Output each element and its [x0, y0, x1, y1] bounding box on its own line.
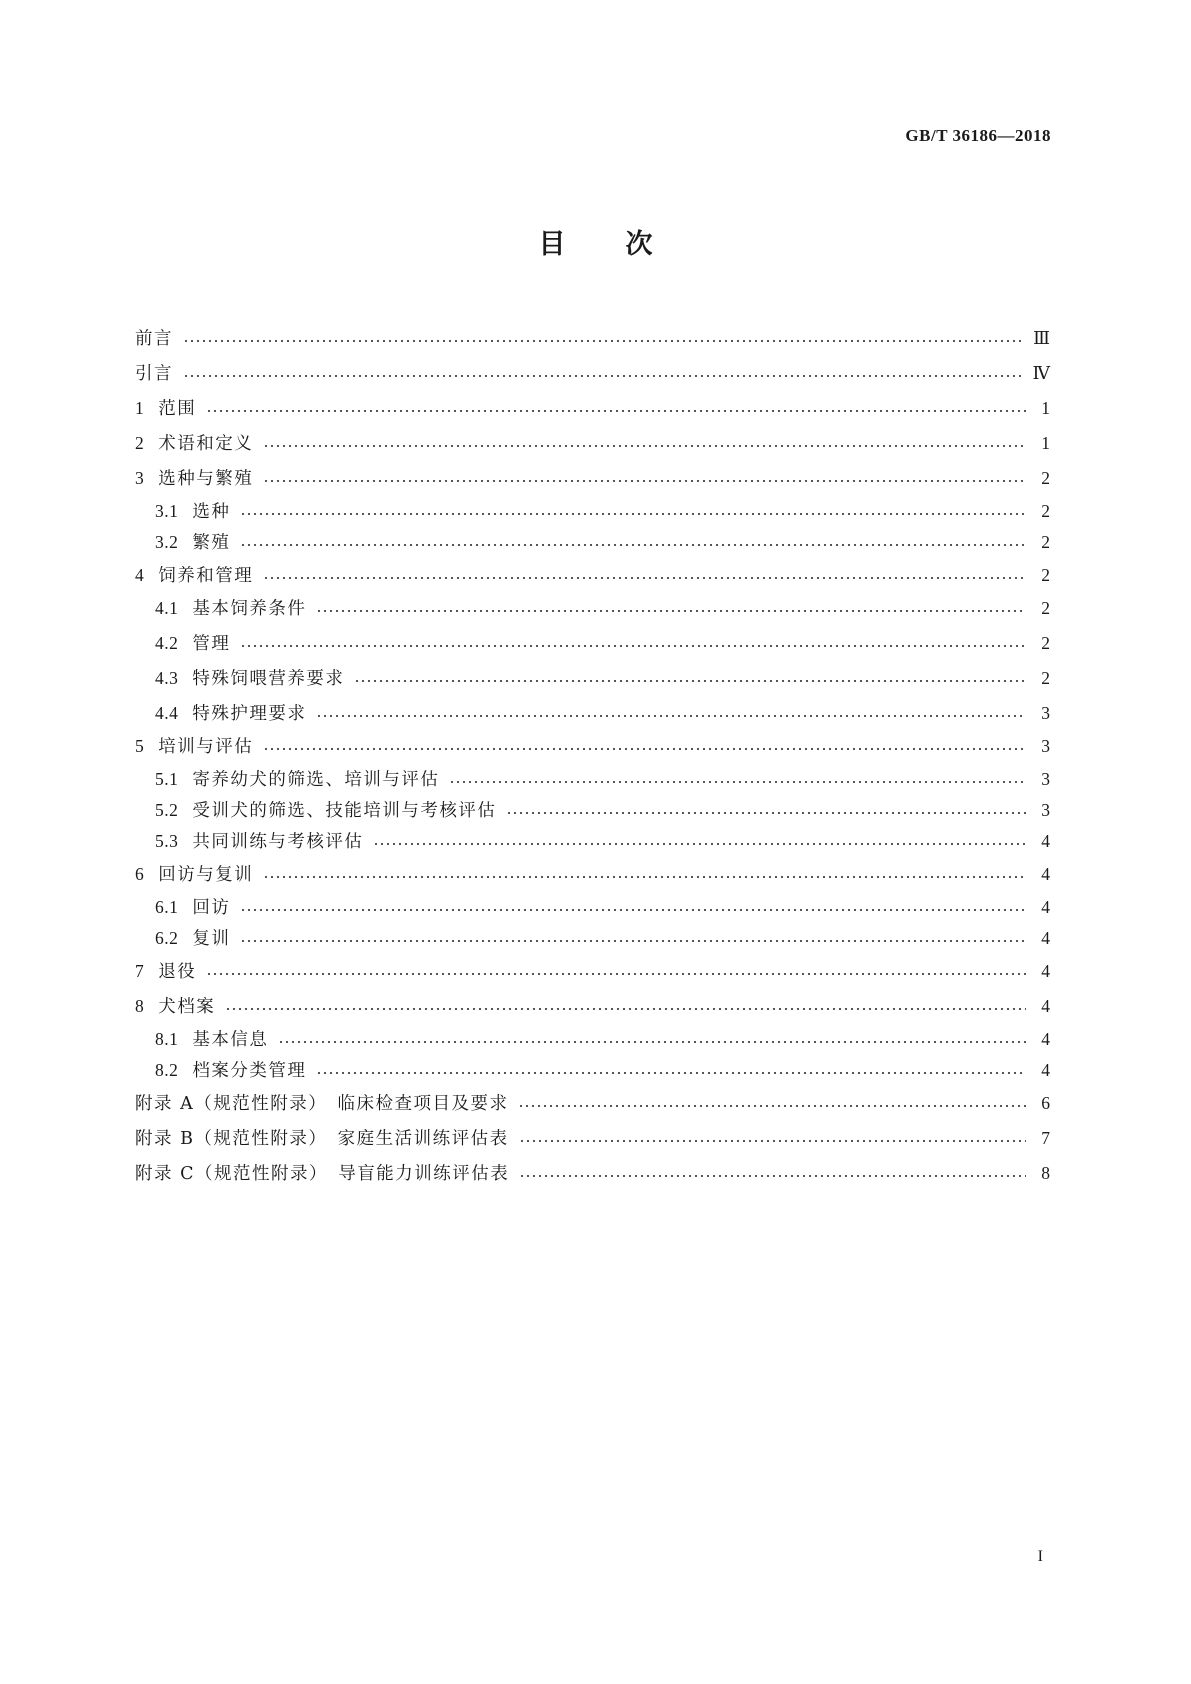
toc-entry-label: [135, 830, 373, 853]
page-title-part1: 目: [538, 229, 566, 260]
toc-page-number: 3: [1041, 703, 1050, 723]
toc-dot-leader: [263, 876, 1026, 878]
toc-dot-leader: [225, 1008, 1026, 1010]
toc-dot-leader: [240, 909, 1026, 911]
toc-section-number: 1: [135, 398, 145, 418]
toc-page-number: 2: [1041, 532, 1050, 552]
toc-entry[interactable]: [135, 958, 1050, 985]
toc-section-number: 3.2: [155, 532, 179, 552]
toc-section-number: 4.3: [155, 668, 179, 688]
toc-section-number: 7: [135, 961, 145, 981]
toc-page-number: Ⅲ: [1033, 328, 1050, 348]
toc-page-number: 2: [1041, 565, 1050, 585]
toc-entry-label: [135, 993, 225, 1020]
toc-page-number: 4: [1041, 864, 1050, 884]
table-of-contents: [135, 325, 1050, 1187]
toc-entry-label: [135, 1126, 519, 1152]
toc-dot-leader: [518, 1105, 1026, 1107]
toc-section-title: 退役: [158, 962, 197, 982]
toc-page-number: 4: [1041, 831, 1050, 851]
toc-section-number: 8.1: [155, 1029, 179, 1049]
toc-section-number: 5: [135, 736, 145, 756]
toc-section-title: 培训与评估: [158, 737, 254, 757]
toc-entry[interactable]: [135, 861, 1050, 888]
toc-page-number: 8: [1041, 1163, 1050, 1183]
toc-section-title: 繁殖: [192, 533, 231, 553]
toc-page-number: 4: [1041, 928, 1050, 948]
toc-page-number: 2: [1041, 668, 1050, 688]
toc-section-title: 管理: [192, 634, 231, 654]
toc-section-number: 4.2: [155, 633, 179, 653]
toc-page-number: 2: [1041, 501, 1050, 521]
toc-dot-leader: [373, 843, 1026, 845]
toc-entry[interactable]: [135, 830, 1050, 853]
toc-entry[interactable]: [135, 667, 1050, 690]
toc-section-title: 基本信息: [192, 1030, 269, 1050]
toc-dot-leader: [354, 680, 1026, 682]
toc-entry-label: [135, 667, 354, 690]
toc-section-title: 回访与复训: [158, 865, 254, 885]
toc-section-number: 4.1: [155, 598, 179, 618]
toc-dot-leader: [263, 480, 1026, 482]
toc-entry[interactable]: [135, 360, 1050, 387]
toc-section-number: 3.1: [155, 501, 179, 521]
toc-entry[interactable]: [135, 1028, 1050, 1051]
toc-dot-leader: [263, 748, 1026, 750]
page-number: I: [1037, 1548, 1043, 1565]
toc-dot-leader: [240, 513, 1026, 515]
toc-entry[interactable]: [135, 1160, 1050, 1187]
toc-page-number: 2: [1041, 468, 1050, 488]
toc-section-title: 附录 A（规范性附录） 临床检查项目及要求: [135, 1094, 509, 1114]
toc-entry-label: [135, 861, 263, 888]
toc-section-title: 受训犬的筛选、技能培训与考核评估: [192, 801, 497, 821]
toc-section-title: 共同训练与考核评估: [192, 832, 364, 852]
toc-page-number: 3: [1041, 800, 1050, 820]
toc-entry[interactable]: [135, 702, 1050, 725]
toc-entry[interactable]: [135, 1125, 1050, 1152]
toc-dot-leader: [240, 645, 1026, 647]
toc-entry-label: [135, 896, 240, 919]
toc-entry[interactable]: [135, 632, 1050, 655]
toc-dot-leader: [316, 610, 1026, 612]
toc-section-title: 附录 B（规范性附录） 家庭生活训练评估表: [135, 1129, 509, 1149]
toc-entry-label: [135, 958, 206, 985]
toc-section-number: 6.1: [155, 897, 179, 917]
toc-page-number: 3: [1041, 769, 1050, 789]
toc-page-number: 2: [1041, 633, 1050, 653]
toc-entry[interactable]: [135, 500, 1050, 523]
toc-section-number: 6: [135, 864, 145, 884]
toc-entry-label: [135, 562, 263, 589]
toc-entry[interactable]: [135, 993, 1050, 1020]
toc-page-number: 4: [1041, 961, 1050, 981]
toc-entry-label: [135, 430, 263, 457]
toc-section-title: 档案分类管理: [192, 1061, 307, 1081]
toc-page-number: 3: [1041, 736, 1050, 756]
toc-section-number: 6.2: [155, 928, 179, 948]
toc-section-title: 选种与繁殖: [158, 469, 254, 489]
toc-page-number: 7: [1041, 1128, 1050, 1148]
toc-section-title: 附录 C（规范性附录） 导盲能力训练评估表: [135, 1164, 510, 1184]
toc-entry-label: [135, 395, 206, 422]
toc-section-number: 4: [135, 565, 145, 585]
toc-entry[interactable]: [135, 597, 1050, 620]
toc-entry-label: [135, 733, 263, 760]
toc-entry-label: [135, 1091, 518, 1117]
toc-dot-leader: [263, 445, 1026, 447]
toc-page-number: Ⅳ: [1032, 363, 1050, 383]
toc-entry-label: [135, 1028, 278, 1051]
toc-section-title: 饲养和管理: [158, 566, 254, 586]
toc-entry[interactable]: [135, 395, 1050, 422]
toc-section-title: 引言: [135, 364, 173, 384]
toc-section-title: 特殊护理要求: [192, 704, 307, 724]
toc-page-number: 4: [1041, 1029, 1050, 1049]
toc-section-number: 8: [135, 996, 145, 1016]
toc-entry[interactable]: [135, 325, 1050, 352]
toc-entry-label: [135, 465, 263, 492]
page-title: [0, 222, 1191, 261]
toc-section-title: 基本饲养条件: [192, 599, 307, 619]
toc-entry[interactable]: [135, 799, 1050, 822]
toc-section-title: 特殊饲喂营养要求: [192, 669, 345, 689]
toc-dot-leader: [449, 781, 1026, 783]
toc-section-number: 5.2: [155, 800, 179, 820]
toc-section-title: 术语和定义: [158, 434, 254, 454]
toc-entry[interactable]: [135, 896, 1050, 919]
toc-dot-leader: [263, 577, 1026, 579]
toc-entry[interactable]: [135, 562, 1050, 589]
toc-page-number: 1: [1041, 433, 1050, 453]
toc-entry[interactable]: [135, 927, 1050, 950]
toc-dot-leader: [240, 544, 1026, 546]
toc-entry[interactable]: [135, 733, 1050, 760]
toc-entry-label: [135, 632, 240, 655]
toc-dot-leader: [519, 1175, 1026, 1177]
toc-section-title: 复训: [192, 929, 231, 949]
toc-entry[interactable]: [135, 1059, 1050, 1082]
toc-page-number: 4: [1041, 1060, 1050, 1080]
toc-dot-leader: [316, 1072, 1026, 1074]
toc-entry[interactable]: [135, 430, 1050, 457]
toc-section-number: 8.2: [155, 1060, 179, 1080]
toc-dot-leader: [240, 940, 1026, 942]
toc-entry-label: [135, 361, 183, 387]
toc-section-title: 前言: [135, 329, 173, 349]
toc-entry[interactable]: [135, 768, 1050, 791]
toc-dot-leader: [278, 1041, 1026, 1043]
toc-entry-label: [135, 531, 240, 554]
toc-entry-label: [135, 597, 316, 620]
toc-section-number: 5.3: [155, 831, 179, 851]
toc-entry-label: [135, 768, 449, 791]
toc-entry-label: [135, 799, 506, 822]
toc-section-title: 寄养幼犬的筛选、培训与评估: [192, 770, 440, 790]
toc-entry-label: [135, 1161, 519, 1187]
toc-entry-label: [135, 1059, 316, 1082]
document-code: GB/T 36186—2018: [905, 126, 1051, 145]
page-title-part2: 次: [625, 229, 653, 260]
toc-section-number: 2: [135, 433, 145, 453]
toc-page-number: 4: [1041, 897, 1050, 917]
toc-dot-leader: [206, 410, 1026, 412]
toc-page-number: 1: [1041, 398, 1050, 418]
toc-entry-label: [135, 326, 183, 352]
toc-section-number: 5.1: [155, 769, 179, 789]
toc-section-title: 犬档案: [158, 997, 216, 1017]
toc-dot-leader: [183, 375, 1023, 377]
toc-entry-label: [135, 927, 240, 950]
toc-dot-leader: [519, 1140, 1026, 1142]
toc-dot-leader: [316, 715, 1026, 717]
toc-dot-leader: [183, 340, 1023, 342]
toc-section-title: 回访: [192, 898, 231, 918]
toc-page-number: 4: [1041, 996, 1050, 1016]
toc-entry[interactable]: [135, 1090, 1050, 1117]
toc-section-number: 3: [135, 468, 145, 488]
toc-section-title: 范围: [158, 399, 197, 419]
toc-page-number: 2: [1041, 598, 1050, 618]
toc-entry[interactable]: [135, 531, 1050, 554]
toc-dot-leader: [206, 973, 1026, 975]
toc-section-number: 4.4: [155, 703, 179, 723]
toc-page-number: 6: [1041, 1093, 1050, 1113]
toc-entry[interactable]: [135, 465, 1050, 492]
toc-entry-label: [135, 500, 240, 523]
toc-dot-leader: [506, 812, 1026, 814]
toc-entry-label: [135, 702, 316, 725]
toc-section-title: 选种: [192, 502, 231, 522]
